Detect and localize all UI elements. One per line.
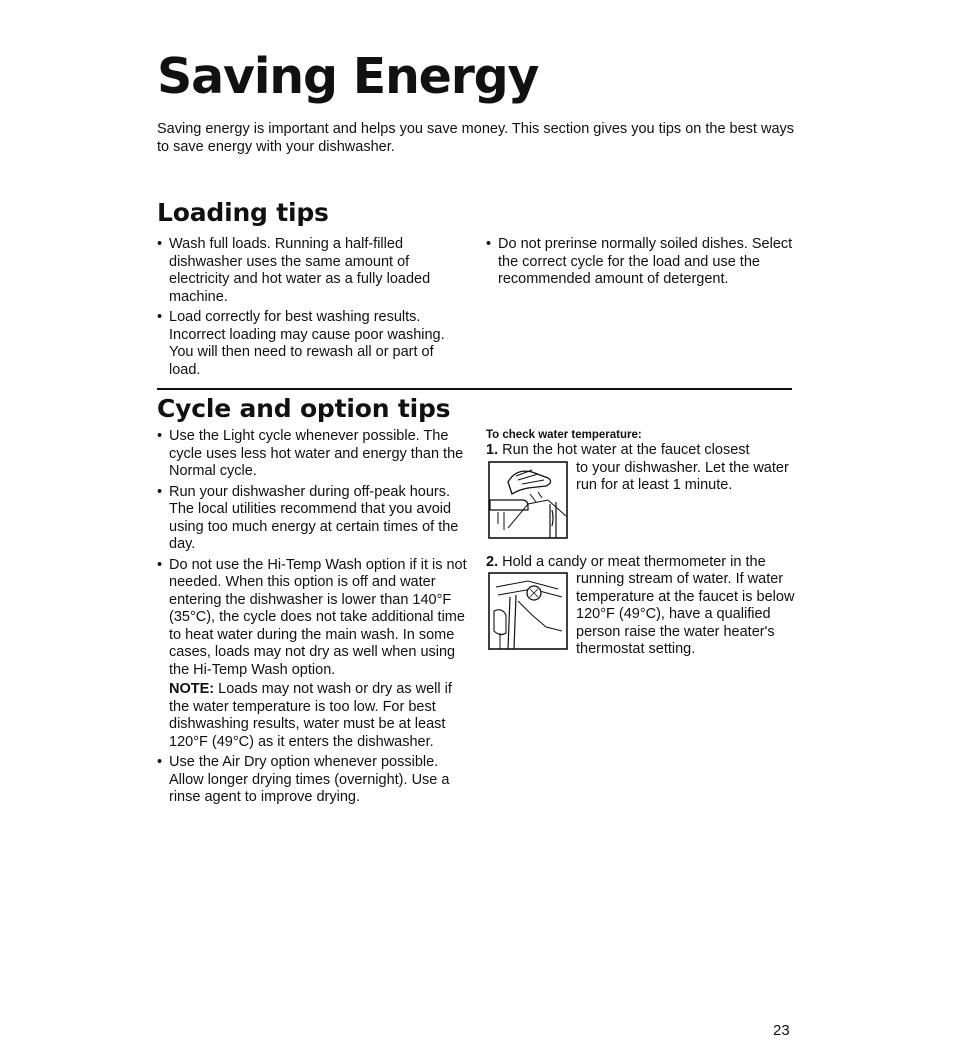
page-title: Saving Energy: [157, 48, 539, 105]
faucet-hand-illustration: [488, 460, 568, 540]
note-text: Loads may not wash or dry as well if the water temperature is too low. For best dishwashing results, water must be at least 120°F (49°C) as it enters the dishwasher.: [169, 681, 452, 750]
cycle-tip-item: • Use the Light cycle whenever possible. The cycle uses less hot water and energy than the Normal cycle.: [157, 428, 467, 481]
thermometer-stream-illustration: [488, 571, 568, 651]
water-temperature-column: [486, 429, 796, 659]
step-text: Hold a candy or meat thermometer in the: [502, 553, 766, 570]
loading-tips-heading: Loading tips: [157, 198, 329, 227]
step-1: [486, 442, 796, 540]
cycle-tip-item: • Run your dishwasher during off-peak hours. The local utilities recommend that you avoid using too much energy at certain times of the day.: [157, 484, 467, 554]
loading-tip-item: • Do not prerinse normally soiled dishes. Select the correct cycle for the load and use the recommended amount of detergent.: [486, 236, 796, 289]
loading-tip-item: • Load correctly for best washing results. Incorrect loading may cause poor washing. You will then need to rewash all or part of load.: [157, 309, 457, 379]
section-divider: [157, 388, 792, 390]
cycle-tip-item: • Use the Air Dry option whenever possible. Allow longer drying times (overnight). Use a rinse agent to improve drying.: [157, 754, 467, 807]
step-number: 1.: [486, 442, 499, 458]
step-number: 2.: [486, 553, 499, 570]
cycle-tips-column: [157, 428, 467, 810]
water-check-heading: To check water temperature:: [486, 429, 642, 441]
cycle-tip-item: [157, 557, 467, 752]
intro-paragraph: Saving energy is important and helps you save money. This section gives you tips on the best ways to save energy with your dishwasher.: [157, 121, 795, 155]
step-text: running stream of water. If water temperature at the faucet is below 120°F (49°C), have a qualified person raise the water heater's thermostat setting.: [576, 571, 795, 657]
step-2-body: [486, 571, 796, 659]
loading-tip-item: • Wash full loads. Running a half-filled dishwasher uses the same amount of electricity and hot water as a fully loaded machine.: [157, 236, 457, 306]
step-text: Run the hot water at the faucet closest: [502, 442, 750, 458]
loading-tips-left-column: [157, 236, 457, 382]
hi-temp-tip-text: Do not use the Hi-Temp Wash option if it is not needed. When this option is off and water entering the dishwasher is lower than 140°F (35°C), the cycle does not take additional time to heat water during the main wash. In some cases, loads may not dry as well when using the Hi-Temp Wash option.: [169, 556, 467, 678]
note-label: NOTE:: [169, 681, 215, 697]
page-number: 23: [773, 1022, 790, 1039]
cycle-option-tips-heading: Cycle and option tips: [157, 394, 451, 423]
step-1-body: [486, 460, 796, 540]
step-2: [486, 554, 796, 659]
loading-tips-right-column: [486, 236, 796, 292]
step-text: to your dishwasher. Let the water run for at least 1 minute.: [576, 459, 789, 493]
step-1-first-line: [486, 442, 796, 460]
note-block: [169, 681, 467, 751]
step-2-first-line: [486, 554, 796, 572]
